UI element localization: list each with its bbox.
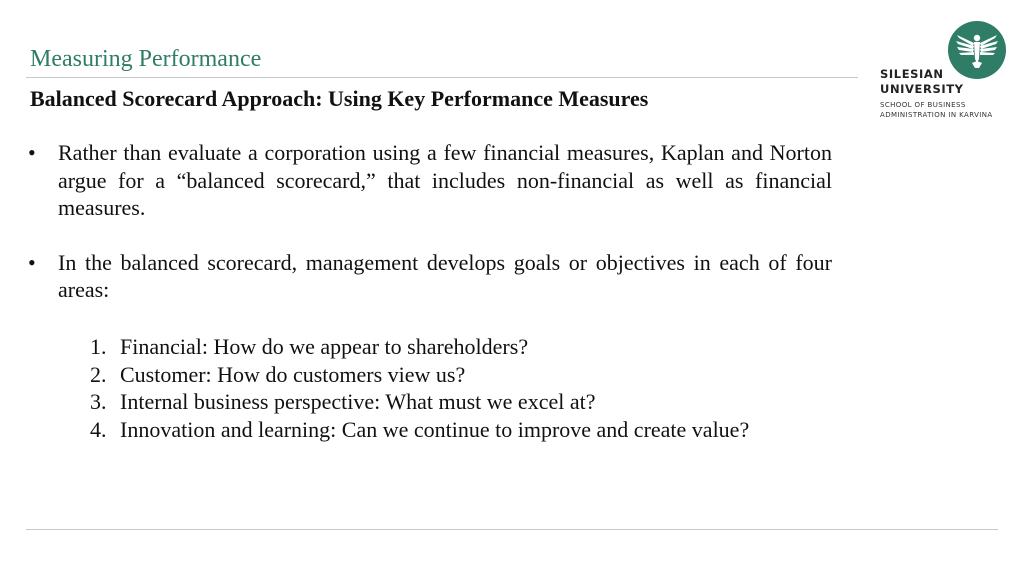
area-item [90,361,832,389]
area-text: Customer: How do customers view us? [120,361,466,387]
bullet-item [28,139,832,222]
area-number: 3. [90,389,107,414]
area-item [90,333,832,361]
bullet-marker: • [28,249,36,275]
area-item [90,416,832,444]
title-divider [26,77,858,78]
slide-subtitle: Balanced Scorecard Approach: Using Key Performance Measures [30,86,649,111]
area-number: 1. [90,334,107,359]
area-number: 2. [90,361,107,387]
logo-school-line: ADMINISTRATION IN KARVINA [880,111,993,119]
footer-divider [26,529,998,530]
logo-school-name [880,100,993,120]
slide-title: Measuring Performance [30,46,262,72]
area-text: Financial: How do we appear to shareholders? [120,334,529,359]
logo-university-name [880,67,964,97]
area-number: 4. [90,416,107,442]
bullet-list [28,139,832,331]
area-text: Internal business perspective: What must we excel at? [120,389,596,414]
logo-school-line: SCHOOL OF BUSINESS [880,101,966,109]
bullet-marker: • [28,140,36,165]
logo-name-line: SILESIAN [880,67,944,81]
logo-name-line: UNIVERSITY [880,82,964,96]
bullet-text: Rather than evaluate a corporation using a few financial measures, Kaplan and Norton argue for a “balanced scorecard,” that includes non-financial as well as financial measures. [58,140,832,220]
area-item [90,388,832,416]
bullet-text: In the balanced scorecard, management develops goals or objectives in each of four areas: [58,249,832,302]
bullet-item [28,249,832,304]
scorecard-areas-list [90,333,832,443]
area-text: Innovation and learning: Can we continue to improve and create value? [120,416,750,442]
